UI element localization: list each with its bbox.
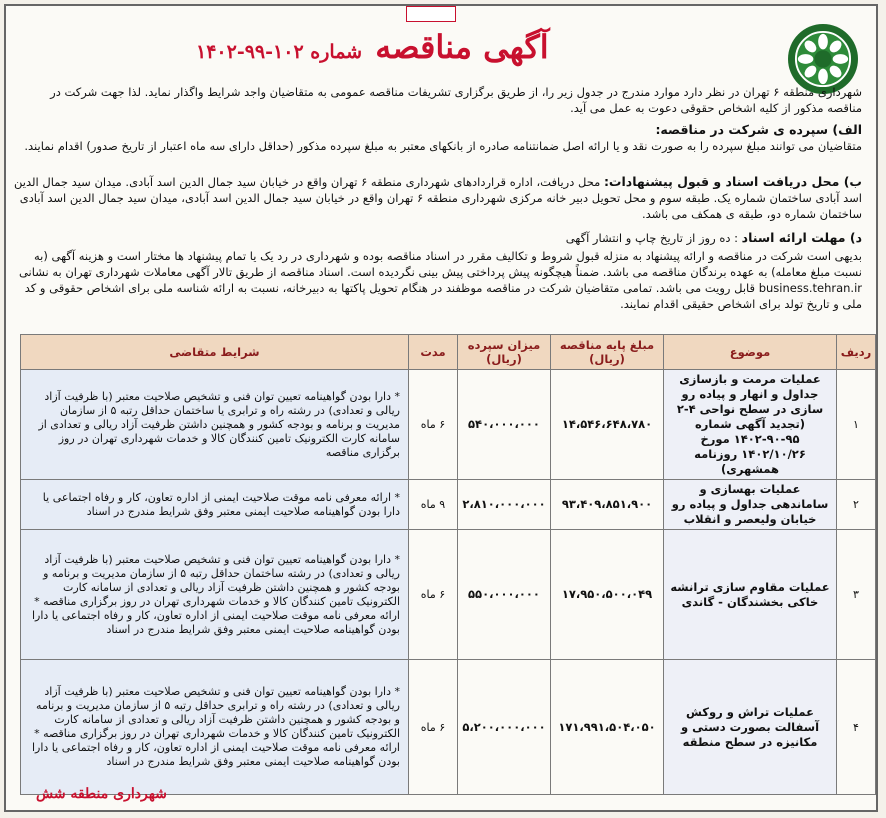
section-d-text: : ده روز از تاریخ چاپ و انتشار آگهی — [565, 231, 738, 245]
section-d — [12, 230, 862, 246]
row-deposit: ۵۵۰،۰۰۰،۰۰۰ — [458, 530, 551, 660]
row-conditions: * دارا بودن گواهینامه تعیین توان فنی و تشخیص صلاحیت معتبر (با ظرفیت آزاد ریالی و تعدادی) در رشته ساختمان حداقل رتبه ۵ از سازمان مدیریت و برنامه و بودجه کشور و همچنین داشتن ظرفیت آزاد ریالی و تعدادی از سامانه کارت الکترونیک تامین کنندگان کالا و خدمات شهرداری تهران در روز برگزاری مناقصه * ارائه معرفی نامه موقت صلاحیت ایمنی از اداره تعاون، کار و رفاه اجتماعی یا دارا بودن گواهینامه صلاحیت ایمنی معتبر وفق شرایط مندرج در اسناد — [21, 530, 409, 660]
section-b — [12, 174, 862, 222]
row-subject: عملیات مقاوم سازی ترانشه خاکی بخشندگان - گاندی — [664, 530, 837, 660]
footer-signature: شهرداری منطقه شش — [36, 786, 167, 802]
col-subject: موضوع — [664, 335, 837, 370]
table-row — [21, 480, 876, 530]
table-row — [21, 530, 876, 660]
logo-emblem-icon — [794, 30, 852, 88]
tender-number: شماره ۱۰۲-۹۹-۱۴۰۲ — [196, 41, 363, 63]
header — [6, 6, 876, 94]
row-number: ۱ — [837, 370, 876, 480]
row-base-price: ۱۴،۵۴۶،۶۴۸،۷۸۰ — [551, 370, 664, 480]
row-conditions: * دارا بودن گواهینامه تعیین توان فنی و تشخیص صلاحیت معتبر (با ظرفیت آزاد ریالی و تعدادی) در رشته راه و ترابری یا ساختمان حداقل رتبه ۵ از سازمان مدیریت و برنامه و بودجه کشور و همچنین داشتن ظرفیت آزاد ریالی و تعدادی از سامانه کارت الکترونیک تامین کنندگان کالا و خدمات شهرداری تهران در روز برگزاری مناقصه — [21, 370, 409, 480]
section-d-heading: د) مهلت ارائه اسناد — [741, 230, 862, 245]
row-deposit: ۲،۸۱۰،۰۰۰،۰۰۰ — [458, 480, 551, 530]
table-header-row — [21, 335, 876, 370]
closing-paragraph — [12, 248, 862, 312]
row-deposit: ۵،۲۰۰،۰۰۰،۰۰۰ — [458, 660, 551, 795]
title-group — [196, 28, 549, 66]
page-title: آگهی مناقصه — [375, 28, 549, 66]
row-conditions: * ارائه معرفی نامه موقت صلاحیت ایمنی از اداره تعاون، کار و رفاه اجتماعی یا دارا بودن گواهینامه صلاحیت ایمنی معتبر وفق شرایط مندرج در اسناد — [21, 480, 409, 530]
closing-text: بدیهی است شرکت در مناقصه و ارائه پیشنهاد به منزله قبول شروط و تکالیف مقرر در اسناد مناقصه بوده و شهرداری در رد یک یا تمام پیشنهاد ها مختار است و هزینه آگهی (به نسبت مبلغ معامله) به عهده برندگان مناقصه می باشد. ضمناً هیچگونه پیش پرداختی پیش بینی نگردیده است. اسناد مناقصه از طریق تالار آگهی معاملات شهرداری تهران به نشانی business.tehran.ir قابل رویت می باشد. تمامی متقاضیان شرکت در مناقصه موظفند در هنگام تحویل پاکتها به دبیرخانه، نسبت به ارائه شناسه ملی برای اشخاص حقوقی و کد ملی و تاریخ تولد برای اشخاص حقیقی اقدام نمایند. — [18, 249, 862, 311]
section-a-text: متقاضیان می توانند مبلغ سپرده را به صورت نقد و یا ارائه اصل ضمانتنامه صادره از بانکهای معتبر به مبلغ سپرده مذکور (حداقل دارای سه ماه اعتبار از تاریخ صدور) اقدام نمایند. — [24, 139, 862, 153]
intro-paragraph — [12, 84, 862, 116]
row-base-price: ۱۷،۹۵۰،۵۰۰،۰۴۹ — [551, 530, 664, 660]
col-base-price: مبلغ پایه مناقصه (ریال) — [551, 335, 664, 370]
row-number: ۲ — [837, 480, 876, 530]
row-base-price: ۹۳،۴۰۹،۸۵۱،۹۰۰ — [551, 480, 664, 530]
section-b-text: محل دریافت، اداره قراردادهای شهرداری منطقه ۶ تهران واقع در خیابان سید جمال الدین اسد آبادی. میدان سید جمال الدین اسد آبادی ساختمان شماره یک. طبقه سوم و محل تحویل دبیر خانه مرکزی شهرداری منطقه ۶ تهران واقع در خیابان سید جمال الدین اسد آبادی، میدان سید جمال الدین اسد آبادی ساختمان شماره دو، طبقه ی همکف می باشد. — [14, 175, 862, 221]
col-deposit: میزان سپرده (ریال) — [458, 335, 551, 370]
row-number: ۳ — [837, 530, 876, 660]
row-duration: ۹ ماه — [409, 480, 458, 530]
row-number: ۴ — [837, 660, 876, 795]
table-row — [21, 370, 876, 480]
row-conditions: * دارا بودن گواهینامه تعیین توان فنی و تشخیص صلاحیت معتبر (با ظرفیت آزاد ریالی و تعدادی) در رشته راه و ترابری حداقل رتبه ۵ از سازمان مدیریت و برنامه و بودجه کشور و همچنین داشتن ظرفیت آزاد ریالی و تعدادی از سامانه کارت الکترونیک تامین کنندگان کالا و خدمات شهرداری تهران در روز برگزاری مناقصه * ارائه معرفی نامه موقت صلاحیت ایمنی از اداره تعاون، کار و رفاه اجتماعی یا دارا بودن گواهینامه صلاحیت ایمنی معتبر وفق شرایط مندرج در اسناد — [21, 660, 409, 795]
section-a-heading: الف) سپرده ی شرکت در مناقصه: — [655, 122, 862, 137]
row-base-price: ۱۷۱،۹۹۱،۵۰۴،۰۵۰ — [551, 660, 664, 795]
row-subject: عملیات بهسازی و ساماندهی جداول و پیاده رو خیابان ولیعصر و انقلاب — [664, 480, 837, 530]
row-duration: ۶ ماه — [409, 660, 458, 795]
intro-text: شهرداری منطقه ۶ تهران در نظر دارد موارد مندرج در جدول زیر را، از طریق برگزاری تشریفات مناقصه عمومی به متقاضیان واجد شرایط واگذار نماید. لذا جهت شرکت در مناقصه مذکور از کلیه اشخاص حقوقی دعوت به عمل می آید. — [50, 85, 862, 115]
row-duration: ۶ ماه — [409, 370, 458, 480]
col-conditions: شرایط متقاضی — [21, 335, 409, 370]
notice-frame — [4, 4, 878, 812]
row-subject: عملیات تراش و روکش آسفالت بصورت دستی و مکانیزه در سطح منطقه — [664, 660, 837, 795]
section-b-heading: ب) محل دریافت اسناد و قبول پیشنهادات: — [603, 174, 862, 189]
row-deposit: ۵۴۰،۰۰۰،۰۰۰ — [458, 370, 551, 480]
tender-table — [20, 334, 876, 795]
section-a — [12, 122, 862, 154]
col-duration: مدت — [409, 335, 458, 370]
table-row — [21, 660, 876, 795]
row-subject: عملیات مرمت و بازسازی جداول و انهار و پیاده رو سازی در سطح نواحی ۴-۲ (تجدید آگهی شماره ۹۵-۹۰-۱۴۰۲ مورخ ۱۴۰۲/۱۰/۲۶ روزنامه همشهری) — [664, 370, 837, 480]
row-duration: ۶ ماه — [409, 530, 458, 660]
col-row: ردیف — [837, 335, 876, 370]
